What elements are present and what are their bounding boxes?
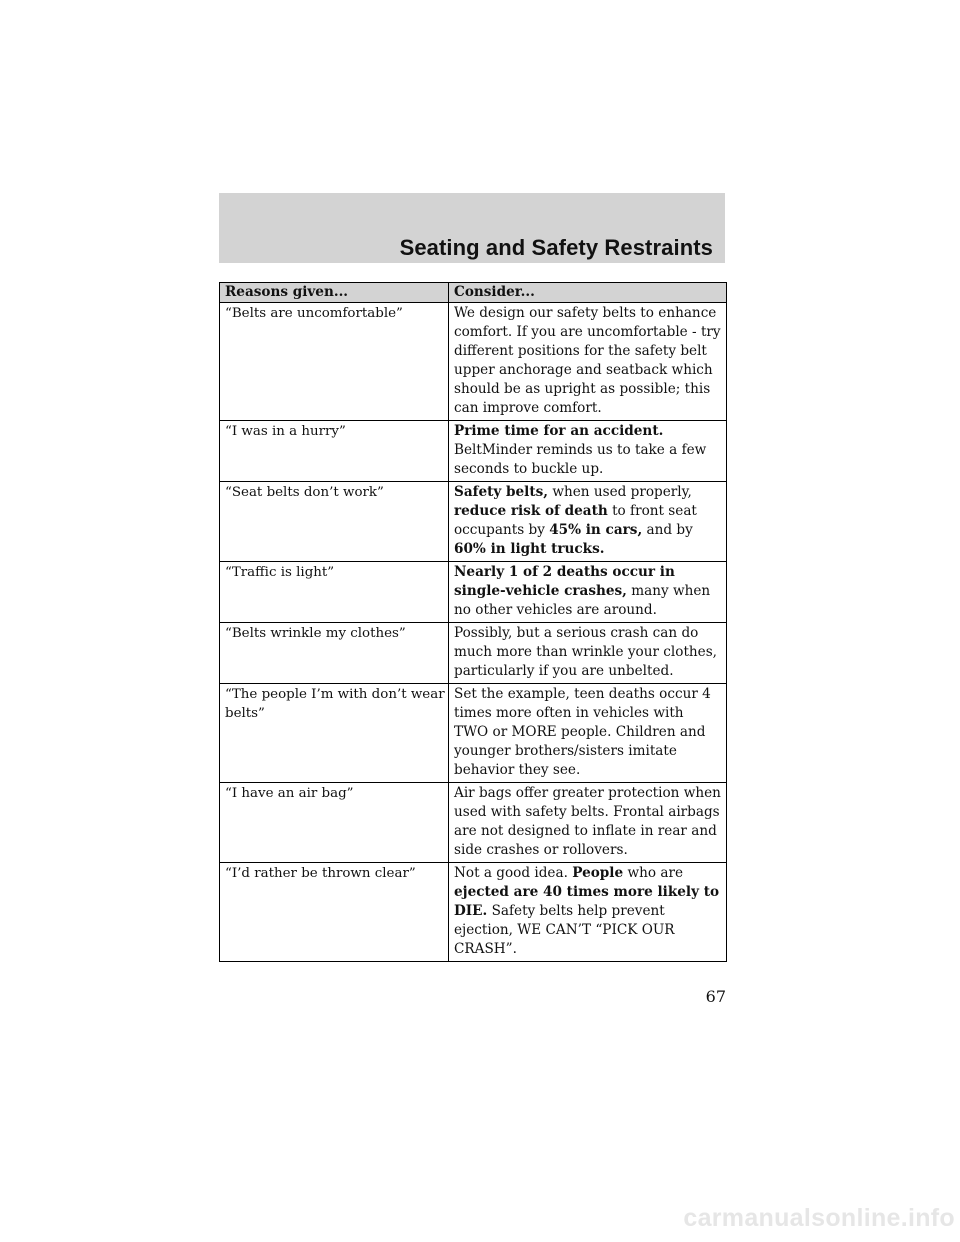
consider-text: many when no other vehicles are around. <box>454 583 711 618</box>
consider-cell <box>449 863 727 962</box>
consider-text-bold: Safety belts, <box>454 484 549 500</box>
reason-cell: “I have an air bag” <box>220 783 449 863</box>
consider-cell <box>449 783 727 863</box>
consider-text: who are <box>623 865 683 881</box>
consider-cell <box>449 421 727 482</box>
consider-text: BeltMinder reminds us to take a few seconds to buckle up. <box>454 442 707 477</box>
reason-cell: “Belts wrinkle my clothes” <box>220 623 449 684</box>
consider-text: Set the example, teen deaths occur 4 times more often in vehicles with TWO or MORE people. Children and younger brothers/sisters imitate behavior they see. <box>454 686 711 778</box>
table-row <box>220 303 727 421</box>
column-header-reasons: Reasons given... <box>220 283 449 303</box>
consider-text-bold: ejected are 40 times more likely to DIE. <box>454 884 720 919</box>
table-row <box>220 783 727 863</box>
consider-text-bold: People <box>572 865 624 881</box>
reason-cell: “Belts are uncomfortable” <box>220 303 449 421</box>
consider-text-bold: Nearly 1 of 2 deaths occur in single-vehicle crashes, <box>454 564 675 599</box>
consider-cell <box>449 482 727 562</box>
consider-cell <box>449 303 727 421</box>
reasons-table <box>219 282 727 962</box>
reason-cell: “The people I’m with don’t wear belts” <box>220 684 449 783</box>
consider-text: Safety belts help prevent ejection, WE CAN’T “PICK OUR CRASH”. <box>454 903 675 957</box>
consider-text-bold: 60% in light trucks. <box>454 541 605 557</box>
table-body <box>220 303 727 962</box>
consider-cell <box>449 623 727 684</box>
reason-cell: “Seat belts don’t work” <box>220 482 449 562</box>
watermark: carmanualsonline.info <box>683 1204 955 1232</box>
consider-text: We design our safety belts to enhance comfort. If you are uncomfortable - try different positions for the safety belt upper anchorage and seatback which should be as upright as possible; this can improve comfort. <box>454 305 721 416</box>
consider-text: to front seat occupants by <box>454 503 697 538</box>
table-row <box>220 623 727 684</box>
table-row <box>220 684 727 783</box>
consider-text-bold: reduce risk of death <box>454 503 608 519</box>
consider-cell <box>449 562 727 623</box>
section-header-band <box>219 193 725 263</box>
consider-text: when used properly, <box>548 484 692 500</box>
consider-text: Not a good idea. <box>454 865 573 881</box>
column-header-consider: Consider... <box>449 283 727 303</box>
reason-cell: “I’d rather be thrown clear” <box>220 863 449 962</box>
reason-cell: “Traffic is light” <box>220 562 449 623</box>
table-header-row <box>220 283 727 303</box>
consider-text-bold: 45% in cars, <box>549 522 643 538</box>
consider-text-bold: Prime time for an accident. <box>454 423 664 439</box>
table-row <box>220 863 727 962</box>
consider-cell <box>449 684 727 783</box>
consider-text: Air bags offer greater protection when used with safety belts. Frontal airbags are not designed to inflate in rear and side crashes or rollovers. <box>454 785 721 858</box>
section-title: Seating and Safety Restraints <box>399 235 713 260</box>
table-row <box>220 562 727 623</box>
page-number: 67 <box>705 987 726 1006</box>
table-row <box>220 421 727 482</box>
consider-text: and by <box>642 522 693 538</box>
table-row <box>220 482 727 562</box>
consider-text: Possibly, but a serious crash can do much more than wrinkle your clothes, particularly if you are unbelted. <box>454 625 718 679</box>
reason-cell: “I was in a hurry” <box>220 421 449 482</box>
